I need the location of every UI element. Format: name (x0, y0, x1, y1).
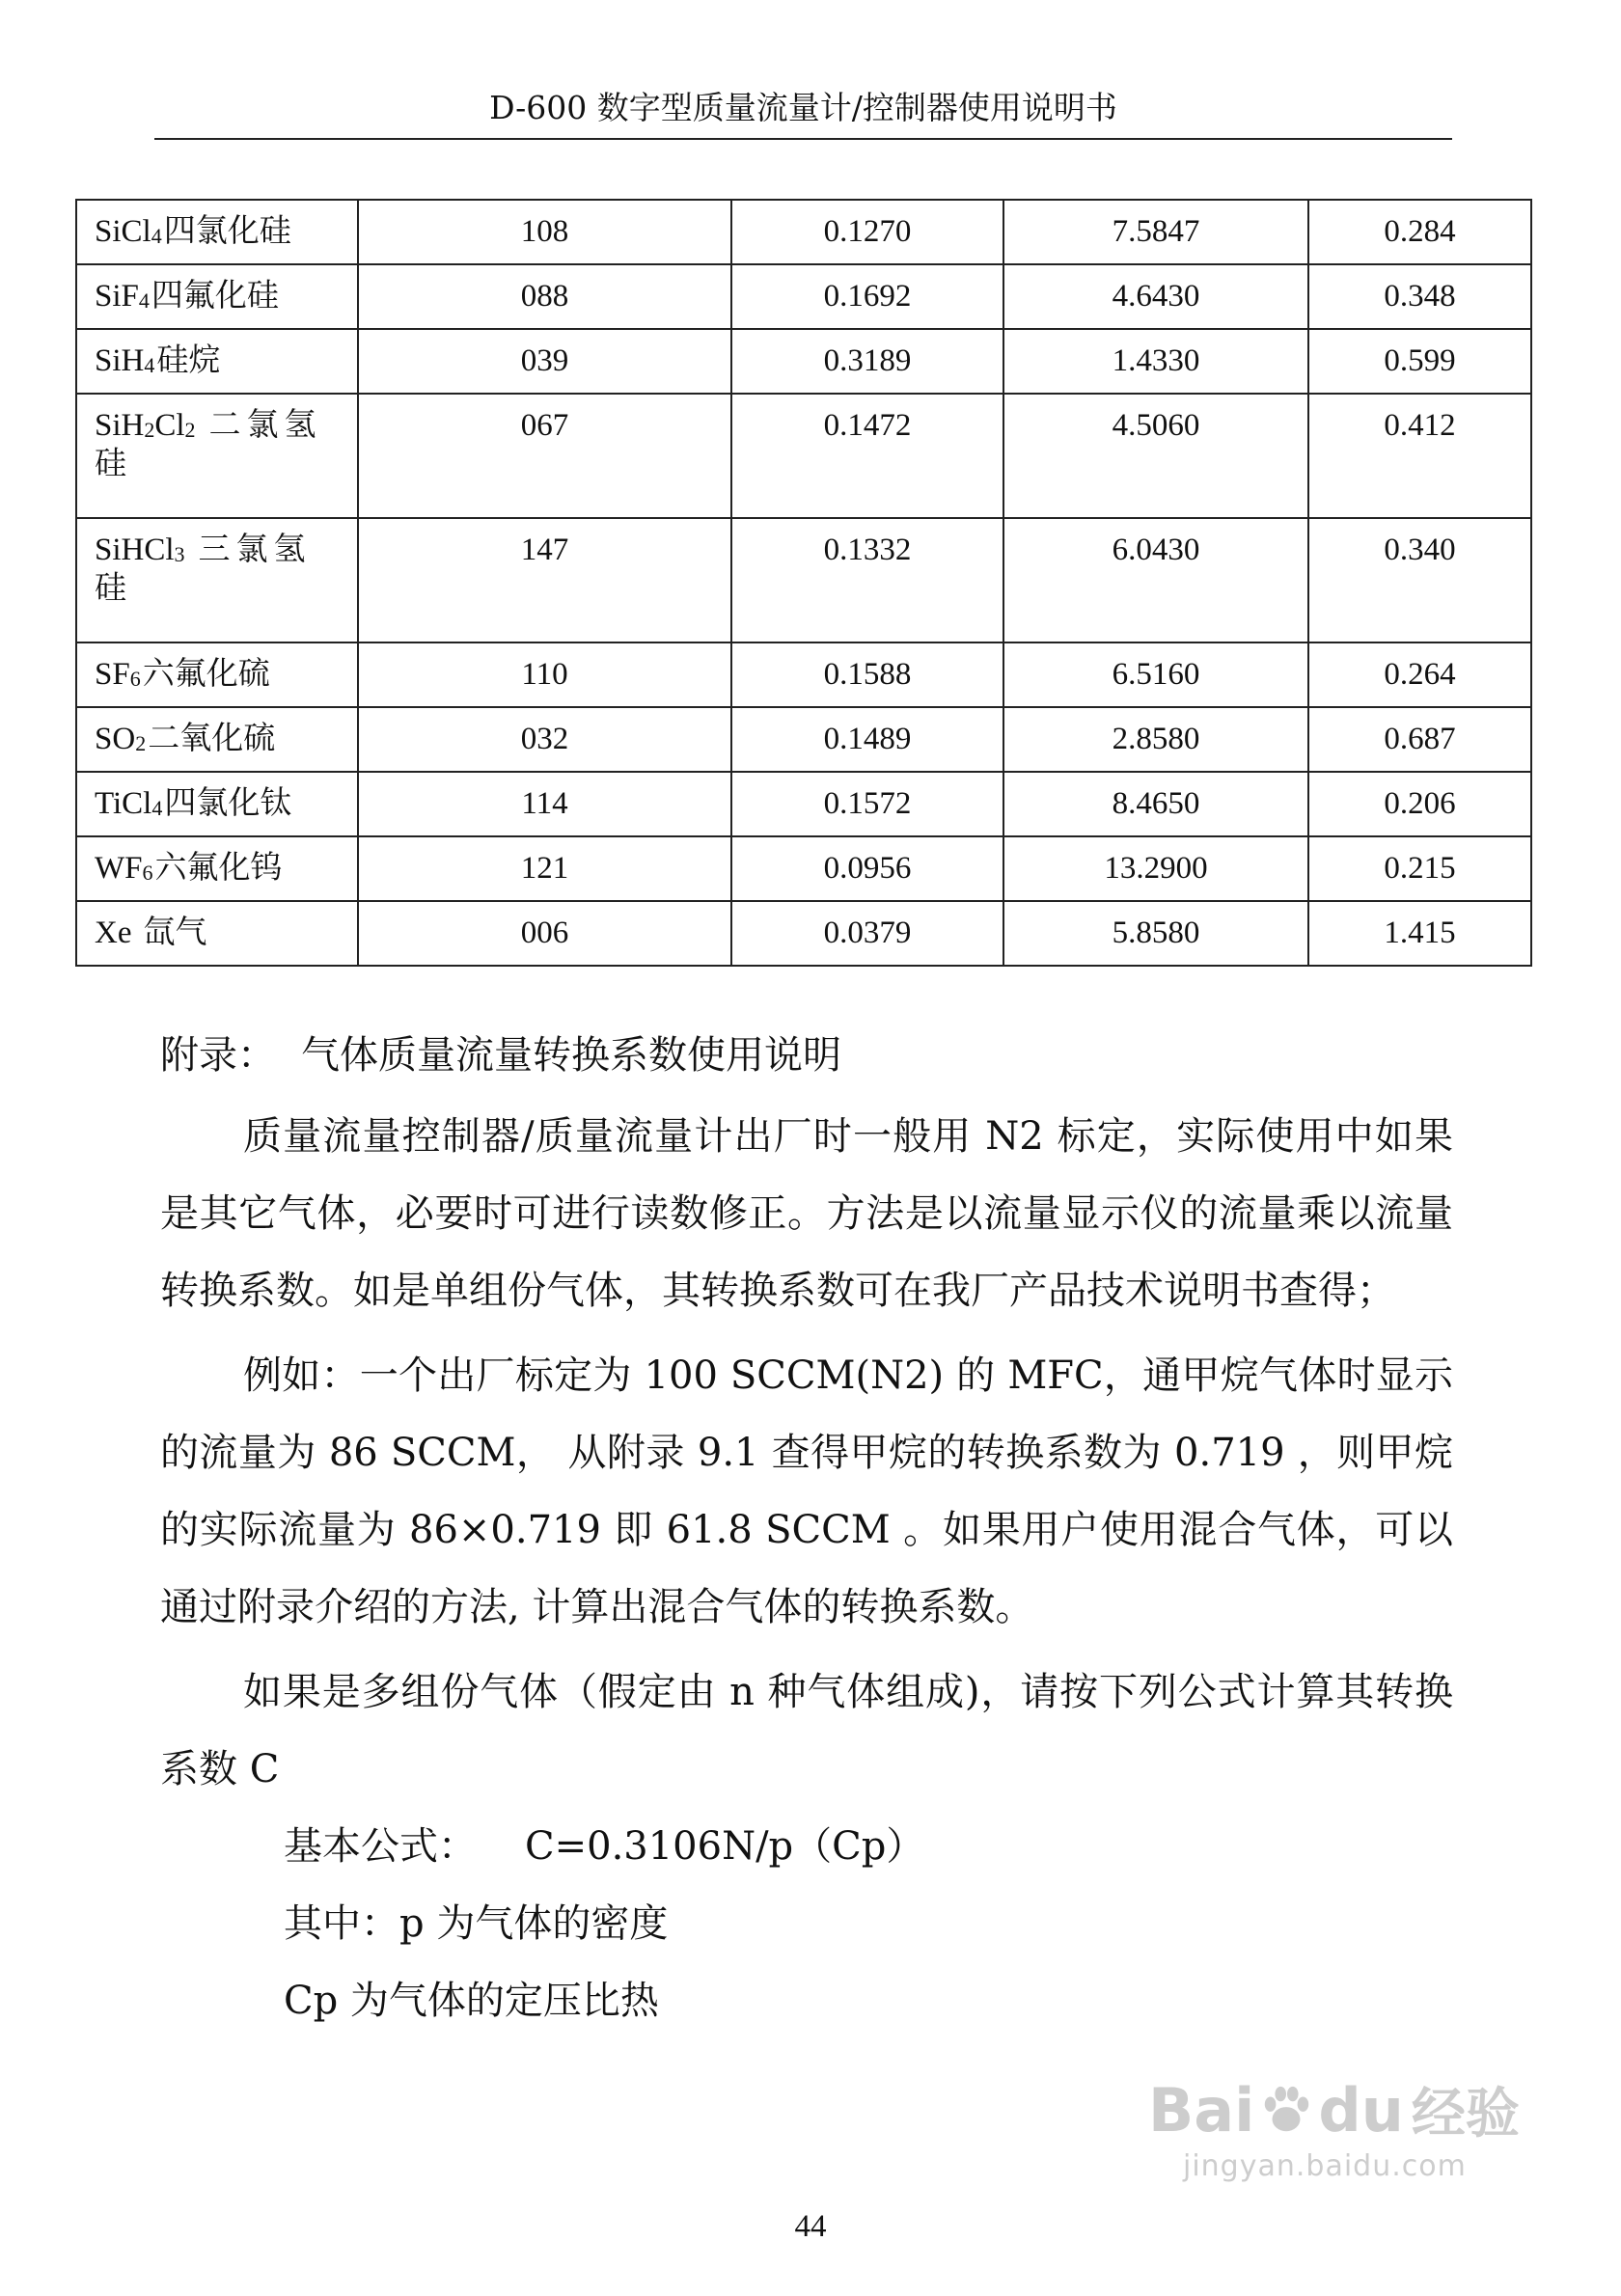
appendix-paragraph-1: 质量流量控制器/质量流量计出厂时一般用 N2 标定，实际使用中如果是其它气体，必要时可进行读数修正。方法是以流量显示仪的流量乘以流量转换系数。如是单组份气体，其转换系数可在我厂产品技术说明书查得； (160, 1114, 1453, 1313)
formula-where-cp: Cp 为气体的定压比热 (284, 1979, 659, 2023)
factor-cell: 0.340 (1308, 518, 1531, 642)
gas-chinese-name: 四氯化硅 (163, 214, 291, 249)
density-cell: 0.1270 (731, 200, 1003, 264)
gas-chinese-name: 四氟化硅 (151, 279, 279, 314)
gas-formula-subscript: 4 (151, 224, 162, 248)
gas-formula-subscript: 2 (135, 731, 147, 755)
gas-code-cell: 067 (358, 394, 731, 518)
basic-formula (160, 1808, 1453, 1885)
density-cell: 0.3189 (731, 329, 1003, 394)
gas-code-cell: 110 (358, 642, 731, 707)
table-row (76, 200, 1531, 264)
density-cell: 0.0956 (731, 836, 1003, 901)
value-cell: 13.2900 (1003, 836, 1308, 901)
value-cell: 4.5060 (1003, 394, 1308, 518)
density-cell: 0.1692 (731, 264, 1003, 329)
gas-code-cell: 032 (358, 707, 731, 772)
gas-chinese-name: 硅烷 (156, 343, 221, 378)
value-cell: 5.8580 (1003, 901, 1308, 966)
gas-code-cell: 147 (358, 518, 731, 642)
gas-formula-subscript: 2 (144, 418, 155, 442)
factor-cell: 0.348 (1308, 264, 1531, 329)
gas-formula-subscript: 6 (142, 861, 153, 885)
gas-code-cell: 108 (358, 200, 731, 264)
value-cell: 6.0430 (1003, 518, 1308, 642)
table-row (76, 772, 1531, 836)
watermark-brand-cn: 经验 (1411, 2083, 1520, 2146)
appendix-heading (160, 1026, 1453, 1084)
paw-icon (1258, 2082, 1314, 2138)
formula-expression: C=0.3106N/p（Cp） (525, 1824, 925, 1869)
gas-formula-subscript: 3 (174, 542, 185, 566)
gas-chinese-name: 二氯氢 (208, 408, 322, 443)
watermark-brand-right: du (1318, 2074, 1404, 2146)
value-cell: 1.4330 (1003, 329, 1308, 394)
table-row (76, 707, 1531, 772)
gas-formula: SiHCl (95, 533, 175, 567)
gas-formula: TiCl (95, 786, 152, 821)
table-row (76, 518, 1531, 642)
gas-chinese-name-cont: 硅 (95, 447, 126, 481)
density-cell: 0.1489 (731, 707, 1003, 772)
gas-name-cell (76, 772, 358, 836)
factor-cell: 0.215 (1308, 836, 1531, 901)
gas-chinese-name: 三氯氢 (198, 533, 312, 567)
gas-formula-subscript: 2 (184, 418, 196, 442)
appendix-title: 气体质量流量转换系数使用说明 (301, 1033, 841, 1078)
gas-name-cell (76, 642, 358, 707)
gas-formula: SO (95, 722, 136, 756)
gas-name-cell (76, 707, 358, 772)
gas-formula: SiH (95, 408, 145, 443)
gas-formula: SiH (95, 343, 145, 378)
watermark-brand (1148, 2074, 1520, 2146)
table-row (76, 836, 1531, 901)
gas-name-cell (76, 394, 358, 518)
table-row (76, 264, 1531, 329)
gas-name-cell (76, 329, 358, 394)
factor-cell: 0.412 (1308, 394, 1531, 518)
gas-chinese-name-cont: 硅 (95, 571, 126, 606)
factor-cell: 0.599 (1308, 329, 1531, 394)
appendix-paragraph-2: 例如：一个出厂标定为 100 SCCM(N2) 的 MFC，通甲烷气体时显示的流量为 86 SCCM， 从附录 9.1 查得甲烷的转换系数为 0.719 ，则甲烷的实际流量为 86×0.719 即 61.8 SCCM 。如果用户使用混合气体，可以通过附录介绍的方法, 计算出混合气体的转换系数。 (160, 1353, 1453, 1629)
formula-label: 基本公式： (284, 1824, 477, 1869)
gas-formula-subscript: 4 (144, 353, 155, 377)
table-row (76, 642, 1531, 707)
table-row (76, 329, 1531, 394)
gas-formula: Xe (95, 916, 132, 950)
table-row (76, 901, 1531, 966)
header-rule (154, 138, 1452, 140)
gas-code-cell: 088 (358, 264, 731, 329)
gas-chinese-name: 六氟化钨 (154, 851, 283, 886)
formula-where-density: 其中：p 为气体的密度 (284, 1901, 669, 1946)
gas-conversion-table (75, 199, 1532, 967)
gas-formula: SiCl (95, 214, 151, 249)
factor-cell: 0.264 (1308, 642, 1531, 707)
value-cell: 7.5847 (1003, 200, 1308, 264)
table-row (76, 394, 1531, 518)
value-cell: 8.4650 (1003, 772, 1308, 836)
value-cell: 6.5160 (1003, 642, 1308, 707)
gas-chinese-name: 六氟化硫 (142, 657, 270, 692)
page-header: D-600 数字型质量流量计/控制器使用说明书 (489, 89, 1117, 126)
gas-chinese-name: 四氯化钛 (164, 786, 292, 821)
gas-chinese-name: 氙气 (143, 916, 207, 950)
gas-name-cell (76, 264, 358, 329)
factor-cell: 1.415 (1308, 901, 1531, 966)
appendix-paragraph-3: 如果是多组份气体（假定由 n 种气体组成)，请按下列公式计算其转换系数 C (160, 1670, 1453, 1791)
density-cell: 0.1472 (731, 394, 1003, 518)
gas-chinese-name: 二氧化硫 (148, 722, 276, 756)
gas-code-cell: 114 (358, 772, 731, 836)
watermark-url: jingyan.baidu.com (1183, 2149, 1467, 2183)
gas-formula-subscript: 6 (129, 667, 141, 691)
gas-formula: SiF (95, 279, 139, 314)
gas-name-cell (76, 836, 358, 901)
factor-cell: 0.687 (1308, 707, 1531, 772)
gas-code-cell: 039 (358, 329, 731, 394)
gas-formula-subscript: 4 (138, 288, 150, 313)
appendix-label: 附录： (160, 1033, 276, 1078)
density-cell: 0.1332 (731, 518, 1003, 642)
gas-formula-part: Cl (154, 408, 185, 443)
density-cell: 0.1572 (731, 772, 1003, 836)
value-cell: 2.8580 (1003, 707, 1308, 772)
value-cell: 4.6430 (1003, 264, 1308, 329)
density-cell: 0.1588 (731, 642, 1003, 707)
gas-name-cell (76, 518, 358, 642)
factor-cell: 0.284 (1308, 200, 1531, 264)
gas-formula-subscript: 4 (151, 796, 163, 820)
factor-cell: 0.206 (1308, 772, 1531, 836)
appendix-section (160, 1026, 1453, 2039)
gas-code-cell: 006 (358, 901, 731, 966)
page-number: 44 (794, 2209, 827, 2244)
gas-name-cell (76, 200, 358, 264)
gas-name-cell (76, 901, 358, 966)
gas-formula: WF (95, 851, 143, 886)
baidu-jingyan-watermark (1148, 2074, 1553, 2183)
gas-code-cell: 121 (358, 836, 731, 901)
gas-formula: SF (95, 657, 130, 692)
watermark-brand-left: Bai (1148, 2074, 1255, 2146)
density-cell: 0.0379 (731, 901, 1003, 966)
